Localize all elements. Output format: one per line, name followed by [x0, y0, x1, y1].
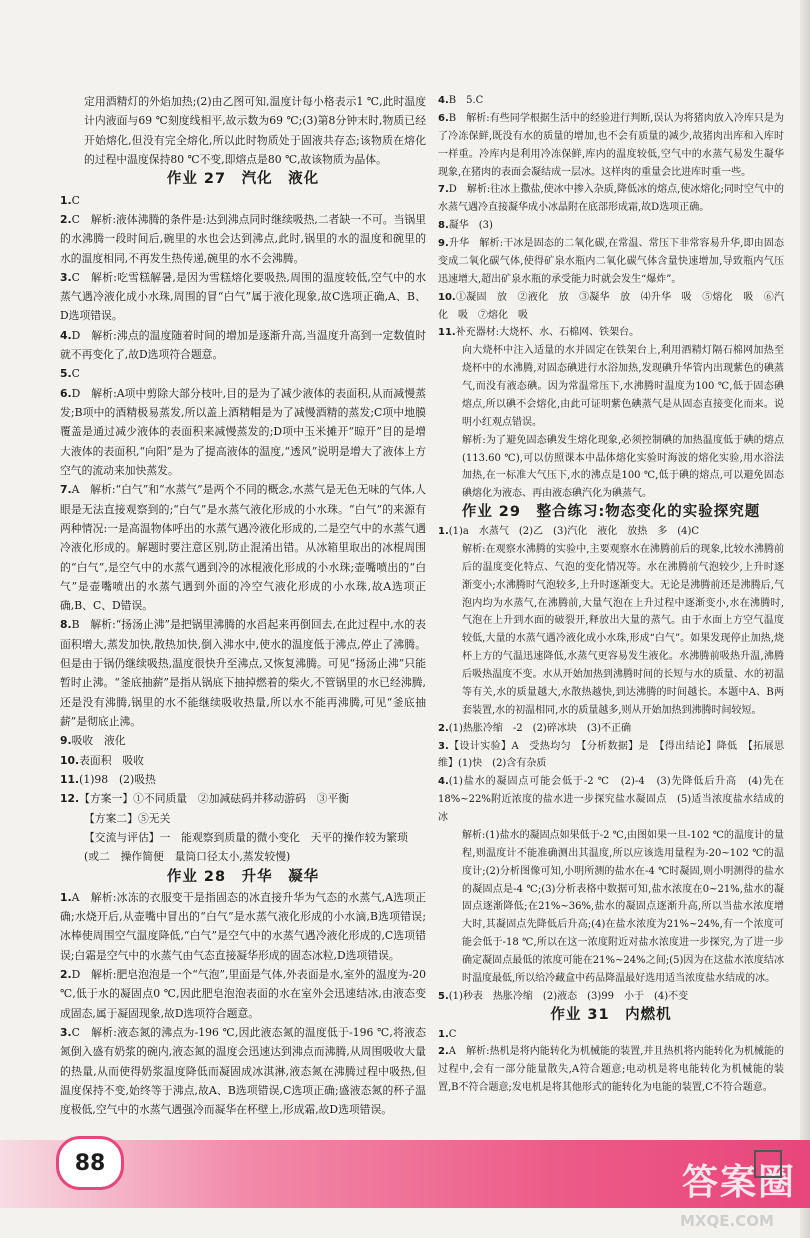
item-text: D 解析:A项中剪除大部分枝叶,目的是为了减少液体的表面积,从而减慢蒸发;B项中的酒精极易蒸发,所以盖上酒精帽是为了减慢酒精的蒸发;C项中地膜覆盖是通过减少液体的表面积来减慢蒸发的;D项中玉米摊开“晾开”目的是增大液体的表面积,“向阳”是为了提高液体的温度,“透风”说明是增大了液体上方空气的流动来加快蒸发。: [60, 386, 426, 477]
page-number: 88: [56, 1136, 124, 1190]
item-number: 6.: [60, 386, 72, 400]
item-number: 8.: [438, 220, 449, 232]
section-title: 作业 28 升华 凝华: [166, 868, 320, 885]
answer-item: [438, 235, 784, 289]
item-number: 7.: [438, 184, 449, 196]
item-text: 向大烧杯中注入适量的水并固定在铁架台上,利用酒精灯隔石棉网加热至烧杯中的水沸腾,对固态碘进行水浴加热,发现碘升华管内出现紫色的碘蒸气,而没有液态碘。因为常温常压下,水沸腾时温度为100 ℃,低于固态碘熔点,所以碘不会熔化,由此可证明紫色碘蒸气是从固态直接变化而来。说明小红观点错误。: [462, 345, 784, 428]
item-number: 1.: [60, 193, 72, 207]
item-number: 2.: [438, 1046, 449, 1058]
answer-paragraph: [60, 828, 426, 847]
item-text: A 解析:“白气”和“水蒸气”是两个不同的概念,水蒸气是无色无味的气体,人眼是无法直接观察到的;“白气”是水蒸气液化形成的小水珠。“白气”的来源有两种情况:一是高温物体呼出的水蒸气遇冷液化形成的,二是空气中的水蒸气遇冷液化形成的。解题时要注意区别,防止混淆出错。从冰箱里取出的冰棍周围的“白气”,是空气中的水蒸气遇到冷的冰棍液化形成的小水珠;壶嘴喷出的“白气”是壶嘴喷出的水蒸气遇到外面的冷空气液化形成的小水珠,故A选项正确,B、C、D错误。: [60, 483, 426, 613]
item-text: B 解析:有些同学根据生活中的经验进行判断,误认为将猪肉放入冷库只是为了冷冻保鲜,既没有水的质量的增加,也不会有质量的减少,故猪肉出库和入库时一样重。冷库内是利用冷冻保鲜,库内的温度较低,空气中的水蒸气易发生凝华现象,在猪肉的表面会凝结成一层冰。这样肉的重量会比进库时重一些。: [438, 112, 784, 178]
answer-item: [60, 751, 426, 770]
item-text: A 解析:热机是将内能转化为机械能的装置,并且热机将内能转化为机械能的过程中,会有一部分能量散失,A符合题意;电动机是将电能转化为机械能的装置,B不符合题意;发电机是将其他形式的能转化为电能的装置,C不符合题意。: [438, 1046, 784, 1094]
item-text: 吸收 液化: [71, 734, 126, 748]
item-number: 3.: [60, 1026, 72, 1039]
item-number: 1.: [438, 526, 449, 537]
answer-item: [60, 731, 426, 750]
item-text: D 解析:沸点的温度随着时间的增加是逐渐升高,当温度升高到一定数值时就不再变化了,故D选项符合题意。: [60, 328, 426, 362]
item-text: (1)a 水蒸气 (2)乙 (3)汽化 液化 放热 多 (4)C: [448, 526, 700, 537]
item-number: 4.: [438, 776, 449, 788]
item-number: 8.: [60, 618, 72, 632]
item-number: 2.: [60, 968, 72, 982]
item-text: 解析:为了避免固态碘发生熔化现象,必须控制碘的加热温度低于碘的熔点(113.60 ℃),可以仿照课本中晶体熔化实验时海波的熔化实验,用水浴法加热,在一标准大气压下,水的沸点是100 ℃,低于碘的熔点,可以避免固态碘熔化为液态、再由液态碘汽化为碘蒸气。: [462, 434, 784, 500]
item-text: B 解析:“扬汤止沸”是把锅里沸腾的水舀起来再倒回去,在此过程中,水的表面积增大,蒸发加快,散热加快,倒入沸水中,使水的温度低于沸点,停止了沸腾。但是由于锅仍继续吸热,温度很快升至沸点,又恢复沸腾。可见“扬汤止沸”只能暂时止沸。“釜底抽薪”是指从锅底下抽掉燃着的柴火,不管锅里的水已经沸腾,还是没有沸腾,锅里的水不能继续吸收热量,所以水不能再沸腾,可见“釜底抽薪”是彻底止沸。: [60, 618, 426, 728]
answer-item: [60, 384, 426, 481]
answer-item: [60, 326, 426, 365]
item-number: 4.: [438, 95, 449, 106]
item-text: A 解析:冰冻的衣服变干是指固态的冰直接升华为气态的水蒸气,A选项正确;水烧开后,从壶嘴中冒出的“白气”是水蒸气液化形成的小水滴,B选项错误;冰棒使周围空气温度降低,“白气”是空气中的水蒸气遇冷液化形成的,C选项错误;白霜是空气中的水蒸气由气态直接凝华形成的固态冰粒,D选项错误。: [60, 890, 426, 962]
answer-item: [60, 480, 426, 615]
item-number: 2.: [438, 722, 449, 734]
answer-paragraph: [60, 92, 426, 169]
item-number: 1.: [438, 1028, 449, 1040]
item-number: 10.: [438, 291, 456, 303]
item-number: 5.: [60, 367, 72, 381]
answer-item: [438, 988, 784, 1006]
answer-item: [438, 1043, 784, 1097]
answer-paragraph: [438, 432, 784, 504]
watermark-url: MXQE.COM: [680, 1212, 774, 1230]
item-text: 【方案一】①不同质量 ②加减砝码并移动游码 ③平衡: [79, 792, 350, 806]
item-text: 【设计实验】A 受热均匀 【分析数据】是 【得出结论】降低 【拓展思维】(1)快 (2)含有杂质: [438, 740, 784, 770]
item-number: 7.: [60, 483, 72, 497]
item-number: 12.: [60, 792, 80, 806]
item-number: 5.: [438, 990, 449, 1002]
item-text: 升华 解析:干冰是固态的二氧化碳,在常温、常压下非常容易升华,即由固态变成二氧化碳气体,使得矿泉水瓶内二氧化碳气体含量快速增加,导致瓶内气压迅速增大,超出矿泉水瓶的承受能力时就会发生“爆炸”。: [438, 238, 784, 285]
answer-item: [438, 1026, 784, 1044]
item-text: (1)热胀冷缩 -2 (2)碎冰块 (3)不正确: [448, 722, 632, 734]
item-number: 11.: [60, 772, 80, 786]
section-title: 作业 27 汽化 液化: [166, 171, 320, 188]
answer-item: [60, 268, 426, 326]
item-text: (1)秒表 热胀冷缩 (2)液态 (3)99 小于 (4)不变: [448, 990, 689, 1002]
item-text: (或二 操作简便 量筒口径太小,蒸发较慢): [84, 850, 291, 864]
item-text: ①凝固 放 ②液化 放 ③凝华 放 ⑷升华 吸 ⑤熔化 吸 ⑥汽化 吸 ⑦熔化 吸: [438, 291, 784, 321]
item-text: C: [71, 367, 80, 381]
item-text: C: [448, 1028, 457, 1040]
answer-item: [60, 210, 426, 268]
item-number: 11.: [438, 327, 456, 339]
item-number: 10.: [60, 753, 80, 767]
item-text: C 解析:吃雪糕解暑,是因为雪糕熔化要吸热,周围的温度较低,空气中的水蒸气遇冷液化成小水珠,周围的冒“白气”属于液化现象,故C选项正确,A、B、D选项错误。: [60, 270, 426, 323]
left-column: [60, 92, 426, 1120]
answer-item: [60, 770, 426, 789]
item-number: 1.: [60, 890, 72, 904]
item-number: 9.: [438, 238, 449, 249]
item-text: C 解析:液体沸腾的条件是:达到沸点同时继续吸热,二者缺一不可。当锅里的水沸腾一段时间后,碗里的水也会达到沸点,此时,锅里的水的温度和碗里的水的温度相同,不再发生热传递,碗里的水不会沸腾。: [60, 212, 426, 265]
answer-item: [60, 789, 426, 808]
item-text: 凝华 (3): [448, 220, 493, 232]
item-number: 9.: [60, 734, 72, 748]
answer-item: [438, 181, 784, 217]
item-text: 【方案二】⑤无关: [84, 811, 171, 825]
item-text: 解析:(1)盐水的凝固点如果低于-2 ℃,由图如果一旦-102 ℃的温度计的量程,则温度计不能准确测出其温度,所以应该选用量程为-20~102 ℃的温度计;(2)分析图像可知,小明所测的盐水在-4 ℃时凝固,则小明测得的盐水的凝固点是-4 ℃;(3)分析表格中数据可知,盐水浓度在0~21%,盐水的凝固点逐渐降低;在21%~36%,盐水的凝固点逐渐升高,所以当盐水浓度增大时,其凝固点先降低后升高;(4)在盐水浓度为21%~24%,有一个浓度可能会低于-18 ℃,所以在这一浓度附近对盐水浓度进一步探究,为了进一步确定凝固点最低的浓度可能在21%~24%之间;(5)因为在这盐水浓度结冰时温度最低,所以给冷藏盒中药品降温最好选用适当浓度盐水结成的冰。: [462, 829, 784, 984]
answer-item: [438, 324, 784, 342]
item-number: 2.: [60, 212, 72, 226]
answer-item: [438, 523, 784, 541]
answer-paragraph: [438, 541, 784, 720]
item-number: 3.: [60, 270, 72, 284]
item-number: 3.: [438, 740, 449, 752]
answer-item: [60, 615, 426, 731]
item-text: 解析:在观察水沸腾的实验中,主要观察水在沸腾前后的现象,比较水沸腾前后的温度变化特点、气泡的变化情况等。水在沸腾前气泡较少,上升时逐渐变小;水沸腾时气泡较多,上升时逐渐变大。无论是沸腾前还是沸腾后,气泡内均为水蒸气,在沸腾前,大量气泡在上升过程中逐渐变小,水在沸腾时,气泡在上升到水面的破裂开,释放出大量的蒸气。由于水面上方空气温度较低,大量的水蒸气遇冷液化成小水珠,形成“白气”。如果发现停止加热,烧杯上方的气温迅速降低,水蒸气更容易发生液化。水沸腾前吸热升温,沸腾后吸热温度不变。水从开始加热到沸腾时间的长短与水的质量、水的初温等有关,水的质量越大,水散热越快,到达沸腾的时间越长。本题中A、B两套装置,水的初温相同,水的质量越多,则从开始加热到沸腾时间较短。: [462, 543, 784, 716]
item-text: D 解析:往冰上撒盐,使冰中掺入杂质,降低冰的熔点,使冰熔化;同时空气中的水蒸气遇冷直接凝华成小冰晶附在底部形成霜,故D选项正确。: [438, 184, 784, 214]
page-spine: [800, 0, 810, 1238]
watermark-logo: [676, 1150, 806, 1238]
item-text: (1)盐水的凝固点可能会低于-2 ℃ (2)-4 (3)先降低后升高 (4)先在18%~22%附近浓度的盐水进一步探究盐水凝固点 (5)适当浓度盐水结成的冰: [438, 776, 784, 823]
answer-paragraph: [60, 847, 426, 866]
answer-item: [438, 110, 784, 182]
answer-paragraph: [60, 809, 426, 828]
answer-item: [60, 191, 426, 210]
section-title: 作业 31 内燃机: [550, 1006, 672, 1023]
answer-item: [438, 217, 784, 235]
answer-item: [60, 1023, 426, 1120]
item-number: 6.: [438, 112, 449, 124]
answer-item: [438, 720, 784, 738]
answer-item: [60, 965, 426, 1023]
answer-item: [438, 773, 784, 827]
item-text: 【交流与评估】一 能观察到质量的微小变化 天平的操作较为繁琐: [84, 830, 408, 844]
answer-item: [60, 888, 426, 965]
watermark-text: 答案圈: [682, 1162, 797, 1203]
watermark-box-icon: [754, 1150, 782, 1178]
item-text: C 解析:液态氮的沸点为-196 ℃,因此液态氮的温度低于-196 ℃,将液态氮倒入盛有奶浆的碗内,液态氮的温度会迅速达到沸点而沸腾,从周围吸收大量的热量,从而使得奶浆温度降低而凝固成冰淇淋,液态氮在沸腾过程中吸热,但温度保持不变,始终等于沸点,故A、B选项错误,C选项正确;盛液态氮的杯子温度极低,空气中的水蒸气遇强冷而凝华在杯壁上,形成霜,故D选项错误。: [60, 1026, 426, 1117]
section-title: 作业 29 整合练习:物态变化的实验探究题: [461, 504, 761, 521]
answer-item: [60, 364, 426, 383]
answer-item: [438, 289, 784, 325]
item-text: D 解析:肥皂泡泡是一个“气泡”,里面是气体,外表面是水,室外的温度为-20 ℃,低于水的凝固点0 ℃,因此肥皂泡泡表面的水在室外会迅速结冰,由液态变成固态,属于凝固现象,故D选项符合题意。: [60, 968, 426, 1020]
item-text: (1)98 (2)吸热: [79, 772, 156, 786]
item-number: 4.: [60, 328, 72, 342]
item-text: C: [71, 193, 80, 207]
item-text: 表面积 吸收: [79, 753, 144, 767]
answer-paragraph: [438, 827, 784, 988]
answer-item: [438, 92, 784, 110]
item-text: B 5.C: [448, 95, 484, 106]
right-column: [438, 92, 784, 1097]
answer-paragraph: [438, 342, 784, 431]
item-text: 补充器材:大烧杯、水、石棉网、铁架台。: [455, 327, 640, 339]
item-text: 定用酒精灯的外焰加热;(2)由乙图可知,温度计每小格表示1 ℃,此时温度计内液面与69 ℃刻度线相平,故示数为69 ℃;(3)第8分钟末时,物质已经开始熔化,但没有完全熔化,所以此时物质处于固液共存态;该物质在熔化的过程中温度保持80 ℃不变,即熔点是80 ℃,故该物质为晶体。: [84, 95, 426, 166]
answer-item: [438, 738, 784, 774]
